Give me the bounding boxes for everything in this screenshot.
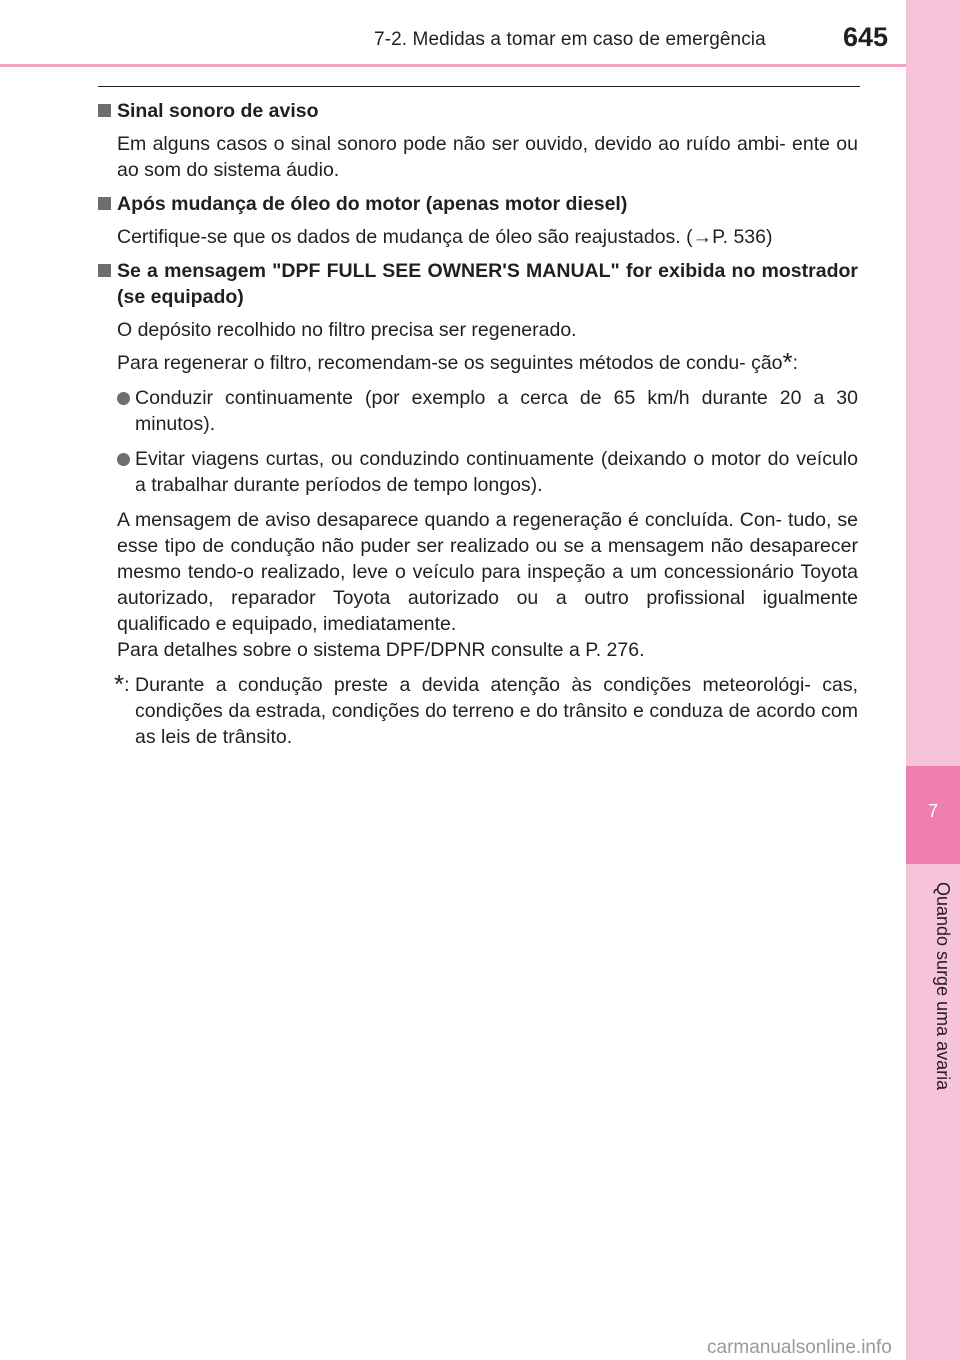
list-item-text: Evitar viagens curtas, ou conduzindo continuamente (deixando o motor do veículo a trabalhar durante períodos de tempo longos). bbox=[135, 448, 858, 496]
footnote bbox=[98, 669, 858, 750]
section-heading-text: Após mudança de óleo do motor (apenas motor diesel) bbox=[117, 193, 628, 215]
watermark: carmanualsonline.info bbox=[707, 1337, 892, 1358]
round-bullet-icon bbox=[117, 453, 130, 466]
section-heading-text: Se a mensagem "DPF FULL SEE OWNER'S MANUAL" for exibida no mostrador (se equipado) bbox=[117, 260, 858, 308]
methods-text: Para regenerar o filtro, recomendam-se os seguintes métodos de condu- ção bbox=[117, 352, 783, 374]
list-item-text: Conduzir continuamente (por exemplo a cerca de 65 km/h durante 20 a 30 minutos). bbox=[135, 387, 858, 435]
page-content bbox=[98, 98, 858, 750]
section-paragraph-methods bbox=[98, 347, 858, 377]
round-bullet-icon bbox=[117, 392, 130, 405]
list-item bbox=[98, 385, 858, 437]
content-top-rule bbox=[98, 86, 860, 87]
side-tab bbox=[906, 0, 960, 1360]
header-rule bbox=[0, 64, 906, 67]
section-heading bbox=[98, 258, 858, 310]
chapter-number: 7 bbox=[927, 801, 938, 821]
section-oil-change bbox=[98, 191, 858, 250]
section-paragraph: Certifique-se que os dados de mudança de óleo são reajustados. (→P. 536) bbox=[117, 226, 773, 248]
page-number: 645 bbox=[843, 22, 889, 52]
section-paragraph: Em alguns casos o sinal sonoro pode não ser ouvido, devido ao ruído ambi- ente ou ao som do sistema áudio. bbox=[117, 133, 858, 181]
methods-colon: : bbox=[792, 352, 799, 374]
section-heading-text: Sinal sonoro de aviso bbox=[117, 100, 319, 122]
footnote-text: Durante a condução preste a devida atenção às condições meteorológi- cas, condições da estrada, condições do terreno e do trânsito e conduza de acordo com as leis de trânsito. bbox=[135, 674, 858, 748]
section-warning-buzzer bbox=[98, 98, 858, 183]
square-bullet-icon bbox=[98, 264, 111, 277]
footnote-mark: *: bbox=[114, 669, 130, 699]
footnote-reference: * bbox=[782, 347, 793, 377]
header-section-title: 7-2. Medidas a tomar em caso de emergência bbox=[374, 29, 766, 50]
chapter-title: Quando surge uma avaria bbox=[933, 882, 953, 1091]
section-heading bbox=[98, 191, 858, 217]
section-paragraph: A mensagem de aviso desaparece quando a regeneração é concluída. Con- tudo, se esse tipo de condução não puder ser realizado ou se a mensagem não desaparecer mesmo tendo-o realizado, leve o veículo para inspeção a um concessionário Toyota autorizado, reparador Toyota autorizado ou a outro profissional igualmente qualificado e equipado, imediatamente. bbox=[117, 509, 858, 635]
list-item bbox=[98, 446, 858, 498]
section-dpf-full bbox=[98, 258, 858, 663]
section-paragraph: O depósito recolhido no filtro precisa ser regenerado. bbox=[117, 319, 577, 341]
square-bullet-icon bbox=[98, 197, 111, 210]
section-heading bbox=[98, 98, 858, 124]
section-paragraph-reference: Para detalhes sobre o sistema DPF/DPNR consulte a P. 276. bbox=[117, 639, 645, 661]
square-bullet-icon bbox=[98, 104, 111, 117]
